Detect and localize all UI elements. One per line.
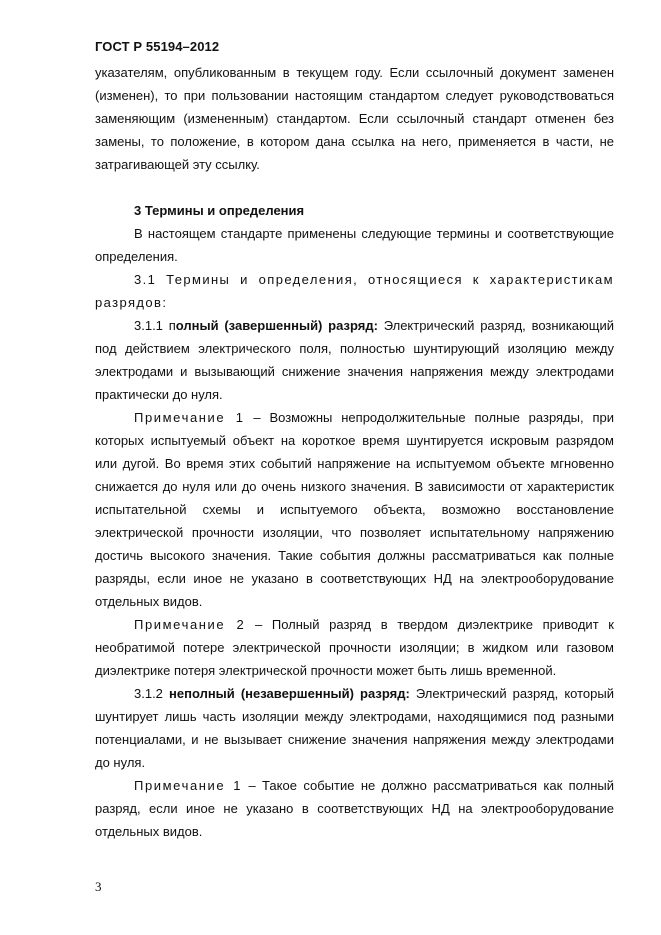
note-paragraph (95, 774, 614, 843)
note-paragraph (95, 613, 614, 682)
note-label: Примечание 2 (134, 617, 246, 632)
section-intro: В настоящем стандарте применены следующие термины и соответствующие определения. (95, 226, 614, 264)
note-label: Примечание 1 (134, 410, 245, 425)
term-name: олный (завершенный) разряд: (175, 318, 378, 333)
section-title: 3 Термины и определения (134, 203, 305, 218)
note-text: – Такое событие не должно рассматриваться как полный разряд, если иное не указано в соответствующих НД на электрооборудование отдельных видов. (95, 778, 614, 839)
term-paragraph-3-1-2 (95, 682, 614, 774)
document-header: ГОСТ Р 55194–2012 (95, 39, 220, 54)
term-number: 3.1.2 (134, 686, 163, 701)
term-definition: Электрический разряд, возникающий под действием электрического поля, полностью шунтирующий изоляцию между электродами и вызывающий снижение значения напряжения между электродами практически до нуля. (95, 318, 614, 402)
note-text: – Возможны непродолжительные полные разряды, при которых испытуемый объект на короткое время шунтируется искровым разрядом или дугой. Во время этих событий напряжение на испытуемом объекте мгновенно снижается до нуля или до очень низкого значения. В зависимости от характеристик испытательной схемы и испытуемого объекта, возможно восстановление электрической прочности изоляции, что позволяет испытательному напряжению достичь высокого значения. Такие события должны рассматриваться как полные разряды, если иное не указано в соответствующих НД на электрооборудование отдельных видов. (95, 410, 614, 609)
term-definition: Электрический разряд, который шунтирует лишь часть изоляции между электродами, находящимися под разными потенциалами, и не вызывает снижение значения напряжения между электродами до нуля. (95, 686, 614, 770)
note-label: Примечание 1 (134, 778, 243, 793)
note-paragraph (95, 406, 614, 613)
subsection-heading: 3.1 Термины и определения, относящиеся к характеристикам разрядов: (95, 272, 614, 310)
term-paragraph-3-1-1 (95, 314, 614, 406)
document-body (95, 61, 614, 843)
intro-paragraph: указателям, опубликованным в текущем году. Если ссылочный документ заменен (изменен), то при пользовании настоящим стандартом следует руководствоваться заменяющим (измененным) стандартом. Если ссылочный стандарт отменен без замены, то положение, в котором дана ссылка на него, применяется в части, не затрагивающей эту ссылку. (95, 65, 614, 172)
term-name: неполный (незавершенный) разряд: (169, 686, 410, 701)
term-number: 3.1.1 п (134, 318, 176, 333)
page-number: 3 (95, 879, 102, 894)
note-text: – Полный разряд в твердом диэлектрике приводит к необратимой потере электрической прочности изоляции; в жидком или газовом диэлектрике потеря электрической прочности может быть лишь временной. (95, 617, 614, 678)
